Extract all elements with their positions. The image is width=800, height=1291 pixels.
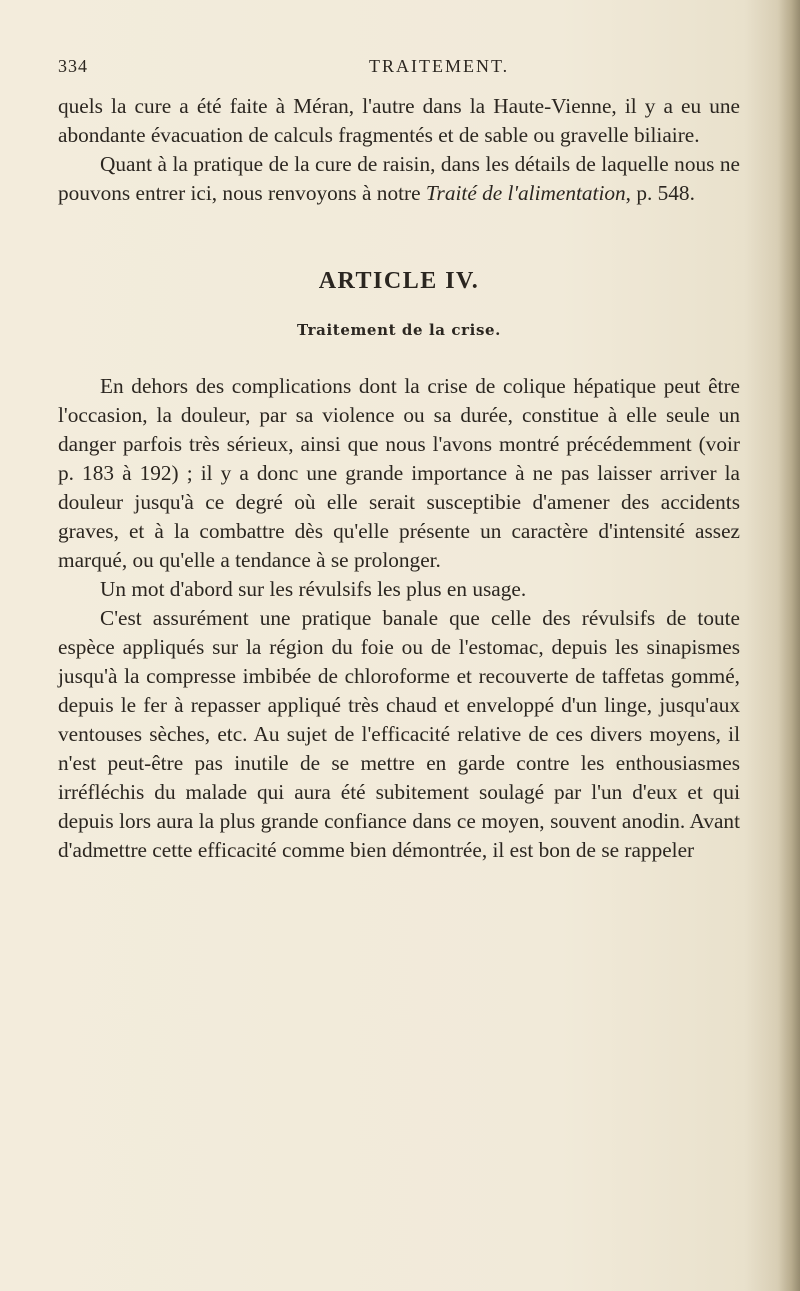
running-title: TRAITEMENT. [369, 56, 510, 76]
article-heading: ARTICLE IV. [318, 268, 480, 294]
page-header [58, 56, 738, 82]
book-title-reference: Traité de l'alimentation [425, 181, 626, 205]
paragraph-pain-danger: En dehors des complications dont la crise de colique hépatique peut être l'occasion, la douleur, par sa violence ou sa durée, constitue à elle seule un danger parfois très sérieux, ainsi que nous l'avons montré précédemment (voir p. 183 à 192) ; il y a donc une grande importance à ne pas laisser arriver la douleur jusqu'à ce degré où elle serait susceptibie d'amener des accidents graves, et à la combattre dès qu'elle présente un caractère d'intensité assez marqué, ou qu'elle a tendance à se prolonger. [58, 374, 740, 572]
section-body [58, 372, 740, 865]
raisin-cure-paragraph [58, 150, 740, 208]
page-reference: , p. 548. [625, 181, 695, 205]
paragraph-revulsives-practice: C'est assurément une pratique banale que celle des révulsifs de toute espèce appliqués sur la région du foie ou de l'estomac, depuis les sinapismes jusqu'à la compresse imbibée de chloroforme et recouverte de taffetas gommé, depuis le fer à repasser appliqué très chaud et enveloppé d'un linge, jusqu'aux ventouses sèches, etc. Au sujet de l'efficacité relative de ces divers moyens, il n'est peut-être pas inutile de se mettre en garde contre les enthousiasmes irréfléchis du malade qui aura été subitement soulagé par l'un d'eux et qui depuis lors aura la plus grande confiance dans ce moyen, souvent anodin. Avant d'admettre cette efficacité comme bien démontrée, il est bon de se rappeler [58, 606, 740, 862]
paragraph-revulsives-intro: Un mot d'abord sur les révulsifs les plus en usage. [100, 577, 527, 601]
continuation-paragraph: quels la cure a été faite à Méran, l'autre dans la Haute-Vienne, il y a eu une abondante évacuation de calculs fragmentés et de sable ou gravelle biliaire. [58, 94, 740, 147]
raisin-paragraph-text: Quant à la pratique de la cure de raisin, dans les détails de laquelle nous ne pouvons entrer ici, nous renvoyons à notre [58, 152, 740, 205]
page-number: 334 [58, 56, 88, 76]
section-heading: Traitement de la crise. [297, 321, 501, 339]
page-edge-shadow [778, 0, 800, 1291]
page-body [58, 92, 740, 865]
